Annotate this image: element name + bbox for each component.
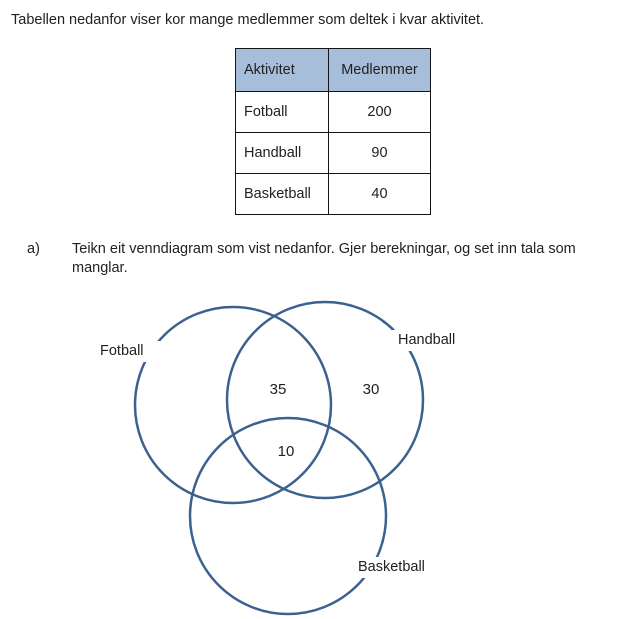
venn-label-basketball: Basketball [353,557,442,578]
activity-cell-basketball: Basketball [236,174,329,215]
column-header-aktivitet: Aktivitet [236,49,329,92]
venn-label-handball: Handball [392,330,468,351]
activity-cell-fotball: Fotball [236,92,329,133]
members-cell-handball: 90 [329,133,431,174]
venn-value-fotball-and-handball: 35 [269,381,287,398]
fotball-circle [135,307,331,503]
activity-cell-handball: Handball [236,133,329,174]
members-cell-fotball: 200 [329,92,431,133]
question-label: a) [27,241,40,257]
question-text-line2: manglar. [72,259,128,276]
venn-value-handball-only: 30 [362,381,380,398]
members-cell-basketball: 40 [329,174,431,215]
venn-value-all-three: 10 [277,443,295,460]
question-text-line1: Teikn eit venndiagram som vist nedanfor. Gjer berekningar, og set inn tala som [72,241,576,257]
intro-text: Tabellen nedanfor viser kor mange medlemmer som deltek i kvar aktivitet. [11,12,485,28]
column-header-medlemmer: Medlemmer [329,49,431,92]
venn-label-fotball: Fotball [96,341,164,362]
